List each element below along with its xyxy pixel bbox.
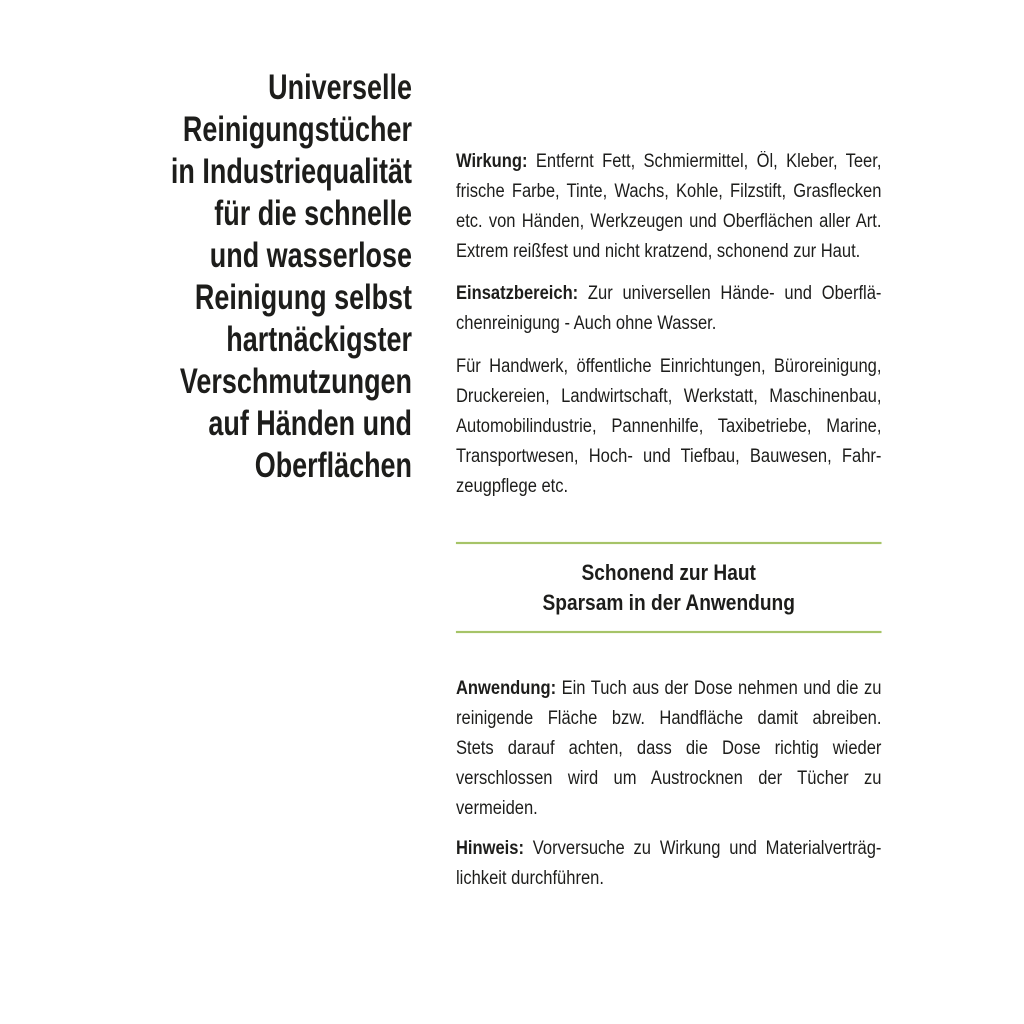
paragraph-line: lichkeit durchführen. xyxy=(456,868,604,889)
paragraph-line: Transportwesen, Hoch- und Tiefbau, Bauwesen, Fahr- xyxy=(456,446,882,467)
paragraph xyxy=(456,674,881,824)
product-headline xyxy=(166,67,412,487)
divider-bottom-rule xyxy=(456,631,881,633)
paragraph-line: Hinweis: Vorversuche zu Wirkung und Materialverträg- xyxy=(456,838,882,859)
info-column xyxy=(456,147,881,894)
paragraph-line: Stets darauf achten, dass die Dose richtig wieder xyxy=(456,738,882,759)
highlight-claims xyxy=(456,558,881,618)
divider-top-rule xyxy=(456,542,881,544)
paragraph-line: frische Farbe, Tinte, Wachs, Kohle, Filzstift, Grasflecken xyxy=(456,181,882,202)
paragraph xyxy=(456,147,881,267)
body-lower-section xyxy=(456,674,881,894)
paragraph-lead-label: Wirkung: xyxy=(456,151,528,172)
paragraph-line: reinigende Fläche bzw. Handfläche damit abreiben. xyxy=(456,708,882,729)
paragraph-line: verschlossen wird um Austrocknen der Tücher zu xyxy=(456,768,882,789)
paragraph-line: vermeiden. xyxy=(456,798,538,819)
headline-line: Reinigung selbst xyxy=(194,278,412,317)
paragraph-line: Anwendung: Ein Tuch aus der Dose nehmen und die zu xyxy=(456,678,882,699)
headline-line: Reinigungstücher xyxy=(182,110,412,149)
paragraph xyxy=(456,834,881,894)
headline-line: Universelle xyxy=(268,68,412,107)
paragraph-line: zeugpflege etc. xyxy=(456,476,569,497)
paragraph-line: Für Handwerk, öffentliche Einrichtungen, Büroreinigung, xyxy=(456,356,882,377)
headline-line: Verschmutzungen xyxy=(179,362,412,401)
headline-line: für die schnelle xyxy=(214,194,412,233)
highlight-line-1: Schonend zur Haut xyxy=(581,560,756,585)
highlight-line-2: Sparsam in der Anwendung xyxy=(542,590,795,615)
headline-line: hartnäckigster xyxy=(226,320,412,359)
body-upper-section xyxy=(456,147,881,502)
paragraph-lead-label: Anwendung: xyxy=(456,678,557,699)
paragraph-line: chenreinigung - Auch ohne Wasser. xyxy=(456,313,717,334)
headline-line: in Industriequalität xyxy=(170,152,412,191)
paragraph-line: Einsatzbereich: Zur universellen Hände- und Oberflä- xyxy=(456,283,882,304)
headline-line: auf Händen und xyxy=(208,404,412,443)
paragraph xyxy=(456,352,881,502)
paragraph-line: etc. von Händen, Werkzeugen und Oberflächen aller Art. xyxy=(456,211,882,232)
paragraph-line: Wirkung: Entfernt Fett, Schmiermittel, Öl, Kleber, Teer, xyxy=(456,151,882,172)
headline-line: Oberflächen xyxy=(254,446,412,485)
paragraph-line: Druckereien, Landwirtschaft, Werkstatt, Maschinenbau, xyxy=(456,386,882,407)
paragraph-lead-label: Hinweis: xyxy=(456,838,524,859)
paragraph xyxy=(456,279,881,339)
headline-line: und wasserlose xyxy=(209,236,412,275)
paragraph-lead-label: Einsatzbereich: xyxy=(456,283,579,304)
paragraph-line: Automobilindustrie, Pannenhilfe, Taxibetriebe, Marine, xyxy=(456,416,882,437)
paragraph-line: Extrem reißfest und nicht kratzend, schonend zur Haut. xyxy=(456,241,861,262)
